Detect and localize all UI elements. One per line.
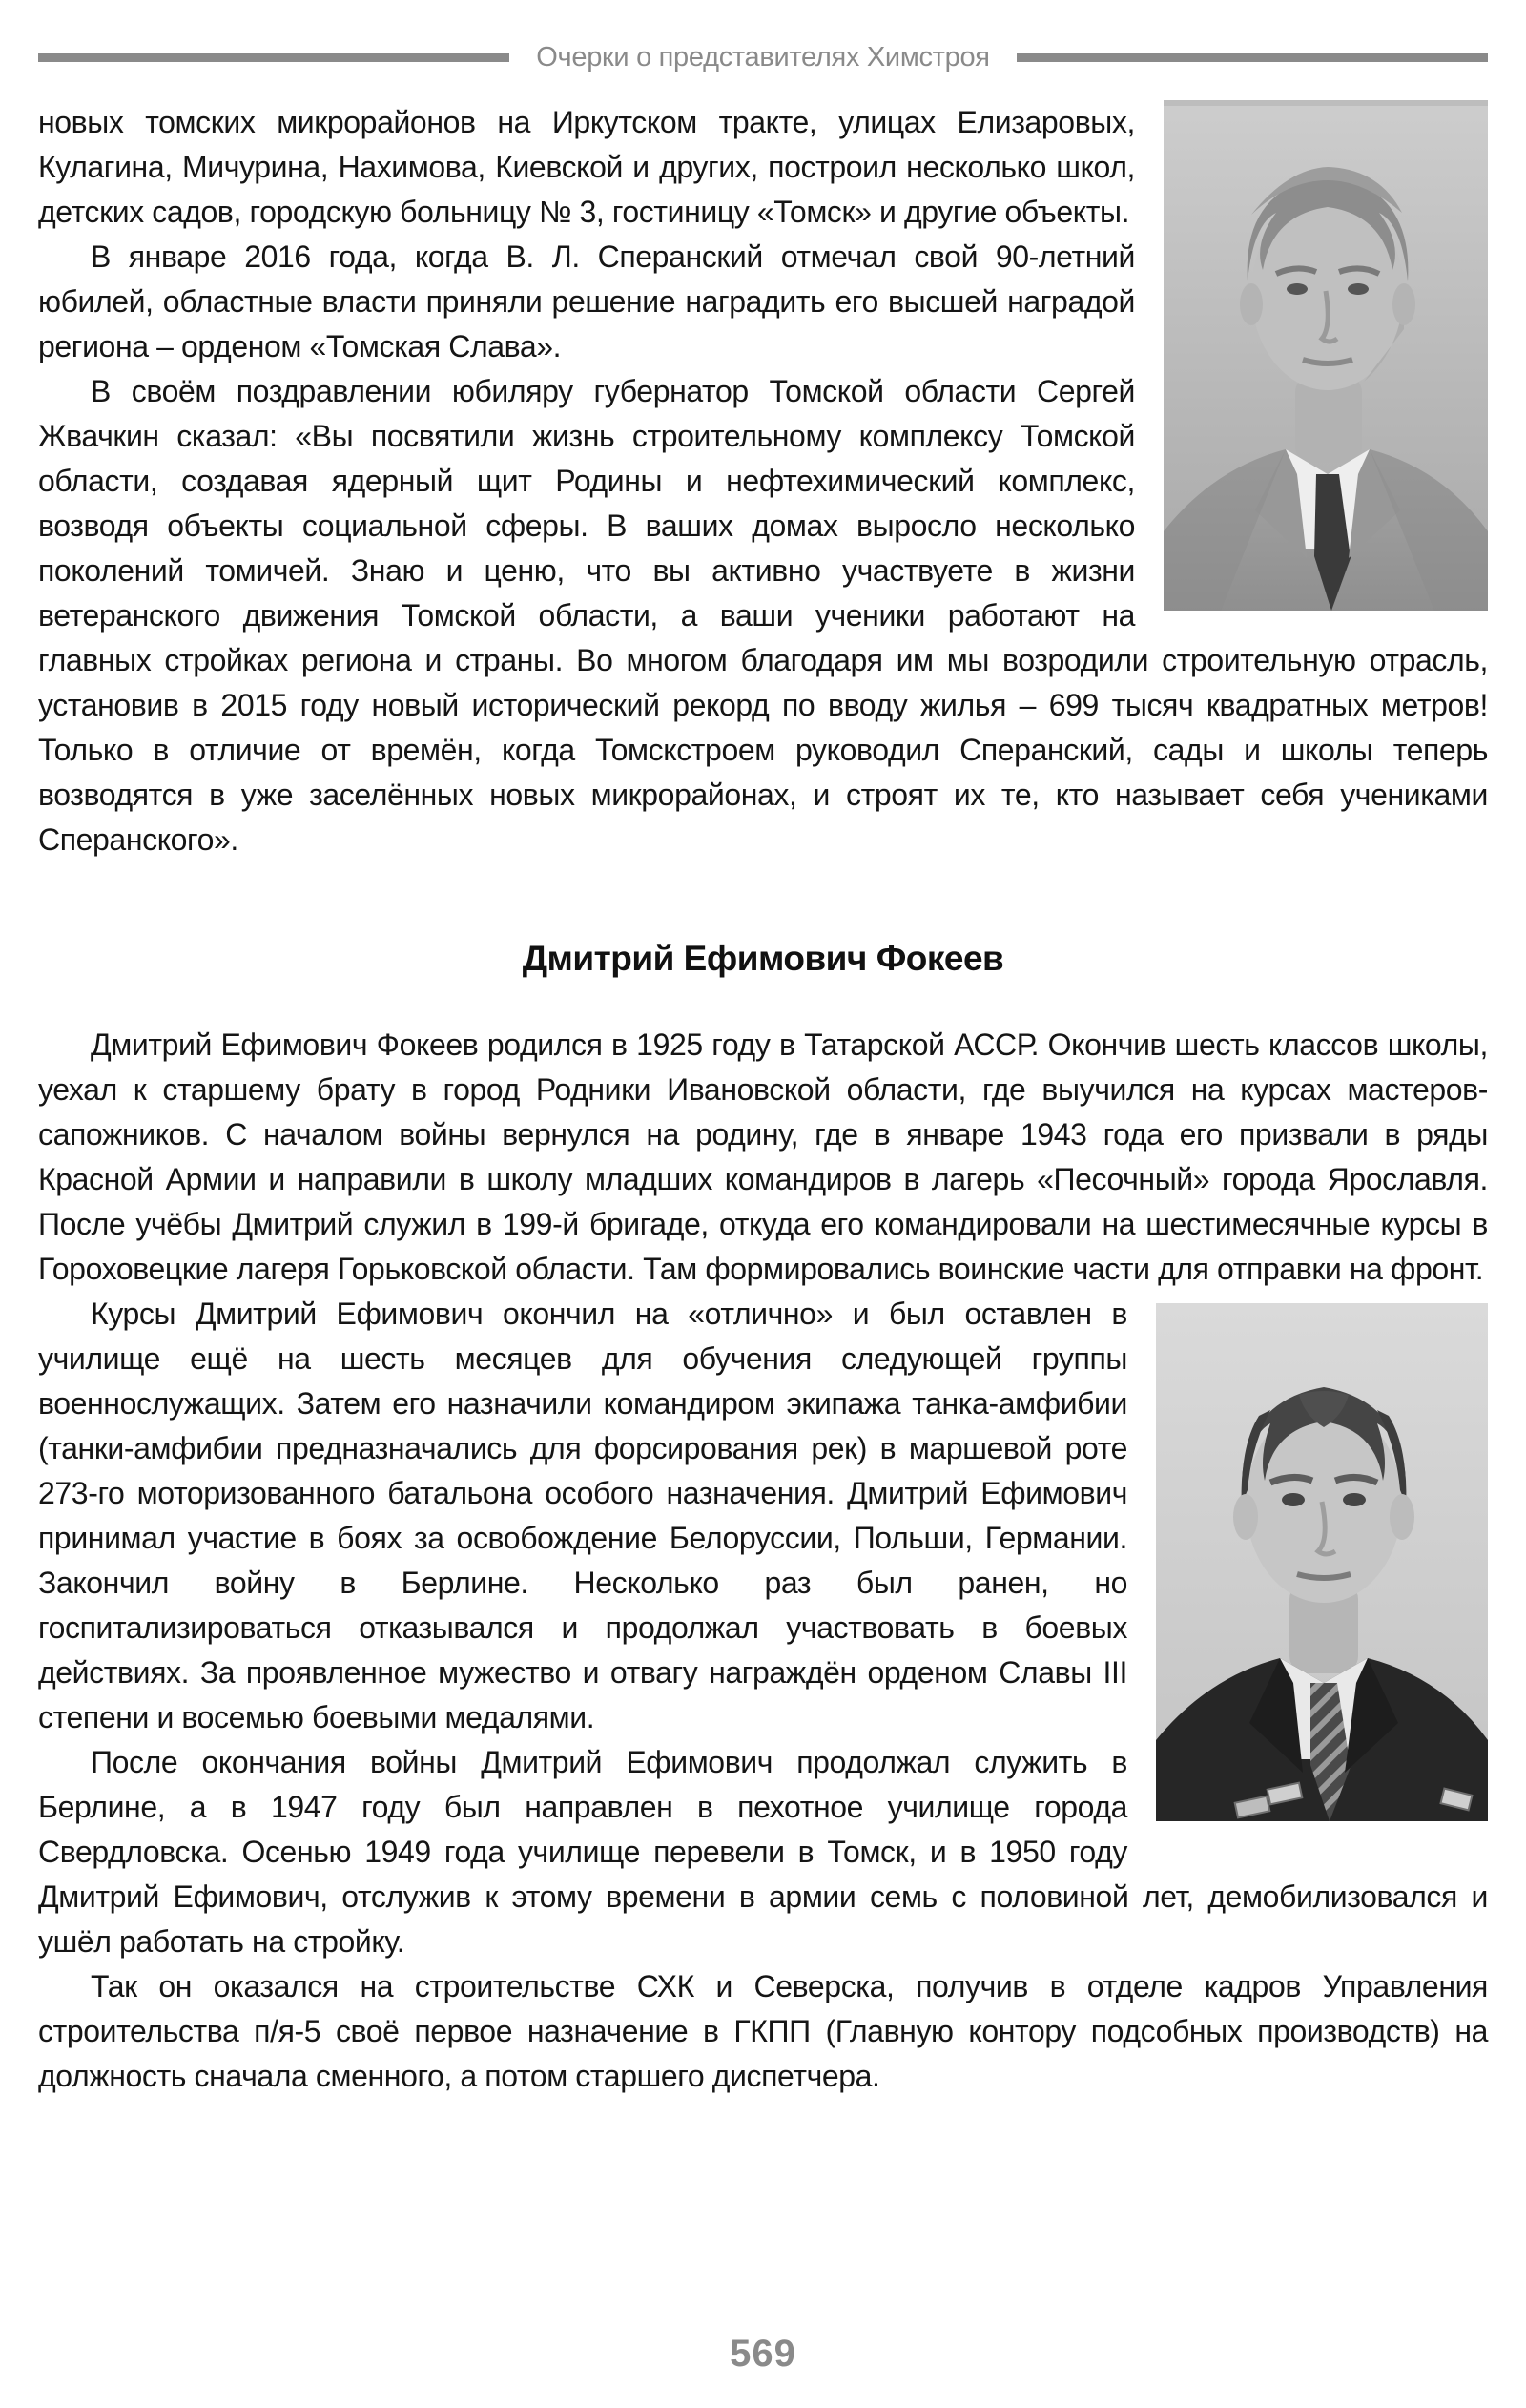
paragraph: Дмитрий Ефимович Фокеев родился в 1925 году в Татарской АССР. Окончив шесть классов школы, уехал к старшему брату в город Родники Ивановской области, где выучился на курсах мастеров-сапожников. С началом войны вернулся на родину, где в январе 1943 года его призвали в ряды Красной Армии и направили в школу младших командиров в лагерь «Песочный» города Ярославля. После учёбы Дмитрий служил в 199-й бригаде, откуда его командировали на шестимесячные курсы в Гороховецкие лагеря Горьковской области. Там формировались воинские части для отправки на фронт. [38,1028,1488,1286]
speransky-portrait-image [1164,100,1488,611]
page-number: 569 [730,2333,796,2375]
paragraph-continuation: новых томских микрорайонов на Иркутском тракте, улицах Елизаровых, Кулагина, Мичурина, Нахимова, Киевской и других, построил несколько школ, детских садов, городскую больницу № 3, гостиницу «Томск» и другие объекты. [38,105,1135,229]
section-fokeev [38,1023,1488,2099]
section-speransky [38,100,1488,862]
paragraph: Курсы Дмитрий Ефимович окончил на «отлично» и был оставлен в училище ещё на шесть месяцев для обучения следующей группы военнослужащих. Затем его назначили командиром экипажа танка-амфибии (танки-амфибии предназначались для форсирования рек) в маршевой роте 273-го моторизованного батальона особого назначения. Дмитрий Ефимович принимал участие в боях за освобождение Белоруссии, Польши, Германии. Закончил войну в Берлине. Несколько раз был ранен, но госпитализироваться отказывался и продолжал участвовать в боевых действиях. За проявленное мужество и отвагу награждён орденом Славы III степени и восемью боевыми медалями. [38,1297,1127,1734]
paragraph: После окончания войны Дмитрий Ефимович продолжал служить в Берлине, а в 1947 году был направлен в пехотное училище города Свердловска. Осенью 1949 года училище перевели в Томск, и в 1950 году Дмитрий Ефимович, отслужив к этому времени в армии семь с половиной лет, демобилизовался и ушёл работать на стройку. [38,1745,1488,1959]
section-heading-fokeev: Дмитрий Ефимович Фокеев [522,939,1004,978]
header-rule-left [38,53,509,62]
speransky-portrait-photo [1164,100,1488,611]
header-rule-right [1017,53,1488,62]
running-head-title: Очерки о представителях Химстроя [536,42,990,73]
paragraph: В январе 2016 года, когда В. Л. Сперанский отмечал свой 90-летний юбилей, областные власти приняли решение наградить его высшей наградой региона – орденом «Томская Слава». [38,239,1135,363]
running-head [38,42,1488,73]
paragraph: Так он оказался на строительстве СХК и Северска, получив в отделе кадров Управления строительства п/я-5 своё первое назначение в ГКПП (Главную контору подсобных производств) на должность сначала сменного, а потом старшего диспетчера. [38,1969,1488,2093]
fokeev-portrait-photo [1156,1303,1488,1821]
paragraph: В своём поздравлении юбиляру губернатор Томской области Сергей Жвачкин сказал: «Вы посвятили жизнь строительному комплексу Томской области, создавая ядерный щит Родины и нефтехимический комплекс, возводя объекты социальной сферы. В ваших домах выросло несколько поколений томичей. Знаю и ценю, что вы активно участвуете в жизни ветеранского движения Томской области, а ваши ученики работают на главных стройках региона и страны. Во многом благодаря им мы возродили строительную отрасль, установив в 2015 году новый исторический рекорд по вводу жилья – 699 тысяч квадратных метров! Только в отличие от времён, когда Томскстроем руководил Сперанский, сады и школы теперь возводятся в уже заселённых новых микрорайонах, и строят их те, кто называет себя учениками Сперанского». [38,374,1488,857]
fokeev-portrait-image [1156,1303,1488,1821]
